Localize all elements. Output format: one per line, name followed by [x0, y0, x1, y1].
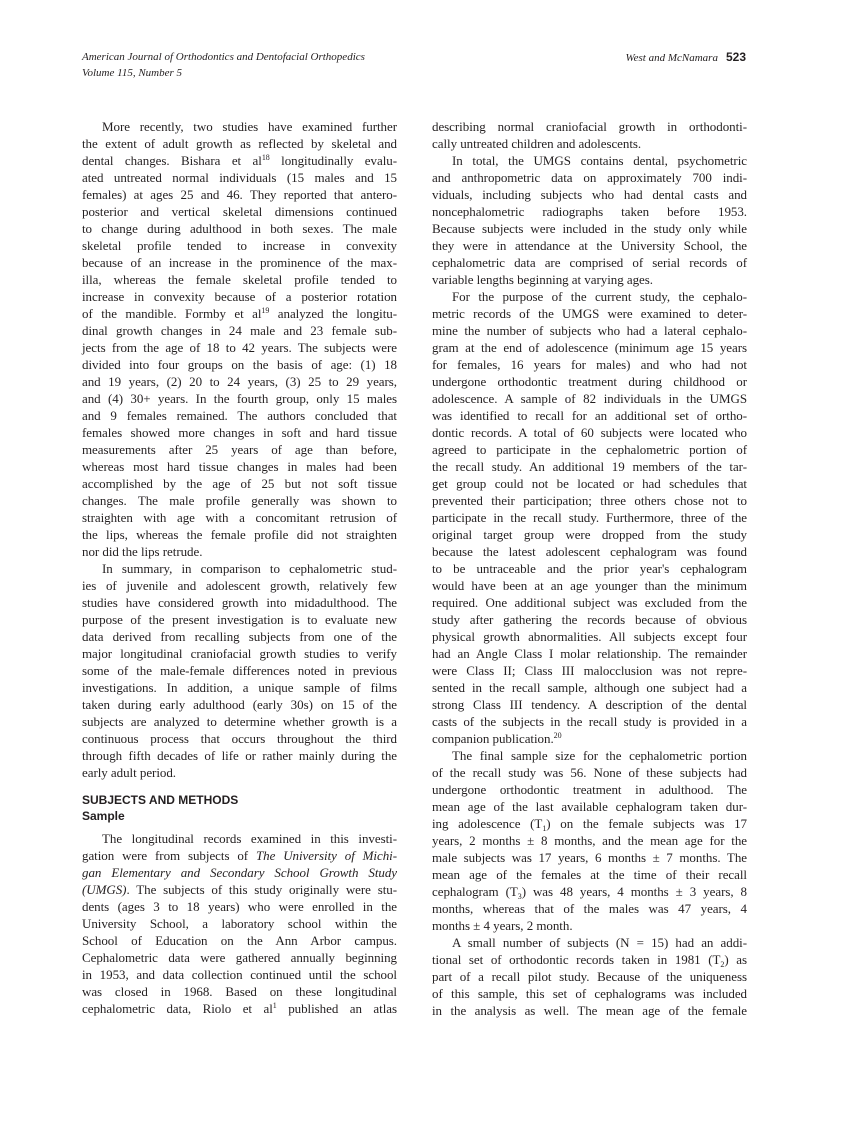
subsection-heading: Sample [82, 809, 125, 823]
text-line: dontic records. A total of 60 subjects were located who [432, 425, 747, 440]
text-line: strong Class III tendency. A description of the dental [432, 697, 747, 712]
text-line: whereas most hard tissue changes in males had been [82, 459, 397, 474]
running-header-right [625, 49, 746, 66]
paragraph [432, 934, 747, 1019]
text-line: male subjects was 17 years, 6 months ± 7 months. The [432, 850, 747, 865]
text-segment: ) on the female subjects was 17 [546, 816, 747, 831]
text-line: noncephalometric radiographs taken before 1953. [432, 204, 747, 219]
text-line: dents (ages 3 to 18 years) who were enrolled in the [82, 899, 397, 914]
text-line: studies have considered growth into midadulthood. The [82, 595, 397, 610]
text-line [82, 864, 397, 881]
text-line: gram at the end of adolescence (minimum age 15 years [432, 340, 747, 355]
left-column-sample [82, 830, 397, 1017]
text-line: the recall study. An additional 19 members of the tar- [432, 459, 747, 474]
text-line: increase in convexity because of a posterior rotation [82, 289, 397, 304]
text-line: dinal growth changes in 24 male and 23 female sub- [82, 323, 397, 338]
text-line: and (4) 30+ years. In the fourth group, only 15 males [82, 391, 397, 406]
text-line: In summary, in comparison to cephalometric stud- [102, 561, 397, 576]
left-column-intro [82, 118, 397, 781]
text-line: and 9 females remained. The authors concluded that [82, 408, 397, 423]
text-line: of this sample, this set of cephalograms was included [432, 986, 747, 1001]
text-line: The longitudinal records examined in this investi- [102, 831, 397, 846]
text-line: cephalometric data are comprised of serial records of [432, 255, 747, 270]
text-line: through fifth decades of life or rather mainly during the [82, 748, 397, 763]
text-line: months ± 4 years, 2 month. [432, 918, 573, 933]
text-line: changes. The male profile generally was shown to [82, 493, 397, 508]
text-line: subjects are analyzed to determine whether growth is a [82, 714, 397, 729]
text-line: jects from the age of 18 to 42 years. The subjects were [82, 340, 397, 355]
text-line: the extent of adult growth as reflected by skeletal and [82, 136, 397, 151]
citation-superscript: 20 [553, 731, 562, 740]
text-line: University School, a laboratory school within the [82, 916, 397, 931]
text-line: agreed to participate in the cephalometric portion of [432, 442, 747, 457]
text-line: School of Education on the Ann Arbor campus. [82, 933, 397, 948]
text-segment: ing adolescence (T [432, 816, 543, 831]
text-line: adolescence. A sample of 82 individuals in the UMGS [432, 391, 747, 406]
text-line: participate in the recall study. Furthermore, three of the [432, 510, 747, 525]
citation-superscript: 1 [272, 1001, 277, 1010]
italic-text: The University of Michi- [255, 848, 397, 863]
paragraph [432, 288, 747, 747]
text-line: continuous process that occurs throughout the third [82, 731, 397, 746]
text-segment: gation were from subjects of [82, 848, 256, 863]
text-line: More recently, two studies have examined further [102, 119, 397, 134]
text-line: in the analysis as well. The mean age of the female [432, 1003, 747, 1018]
text-segment: published an atlas [276, 1001, 398, 1016]
citation-superscript: 18 [261, 153, 270, 162]
text-line: for females, 16 years for males) and who had not [432, 357, 747, 372]
text-line: prevented their participation; three others chose not to [432, 493, 747, 508]
text-line: would have been at an age younger than the minimum [432, 578, 747, 593]
text-line: divided into four groups on the basis of age: (1) 18 [82, 357, 397, 372]
text-segment: of the mandible. Formby et al [82, 306, 262, 321]
text-line: and anthropometric data on approximately 700 indi- [432, 170, 747, 185]
text-line: For the purpose of the current study, the cephalo- [452, 289, 747, 304]
text-segment: analyzed the longitu- [269, 306, 397, 321]
text-line: nor did the lips retrude. [82, 544, 203, 559]
text-line: accomplished by the age of 25 but not soft tissue [82, 476, 397, 491]
text-line: months, whereas that of the males was 47 years, 4 [432, 901, 747, 916]
text-line [82, 1000, 397, 1017]
text-line: In total, the UMGS contains dental, psychometric [452, 153, 747, 168]
text-line [82, 847, 397, 864]
text-line [82, 881, 397, 898]
text-line: early adult period. [82, 765, 176, 780]
journal-title: American Journal of Orthodontics and Dentofacial Orthopedics [82, 51, 365, 63]
text-line: illa, whereas the female skeletal profile tended to [82, 272, 397, 287]
text-line [432, 883, 747, 900]
subscript: 3 [517, 892, 522, 901]
text-line: viduals, including subjects who had dental casts and [432, 187, 747, 202]
text-line [82, 305, 397, 322]
text-segment: cephalogram (T [432, 884, 518, 899]
text-line [432, 730, 747, 747]
text-line: to be untraceable and the prior year's cephalogram [432, 561, 747, 576]
text-line: mean age of the last available cephalogram taken dur- [432, 799, 747, 814]
text-line: mine the number of subjects who had a lateral cephalo- [432, 323, 747, 338]
volume-issue: Volume 115, Number 5 [82, 67, 183, 79]
subscript: 1 [542, 824, 547, 833]
text-line [432, 951, 747, 968]
subscript: 2 [720, 960, 725, 969]
text-line: describing normal craniofacial growth in orthodonti- [432, 119, 747, 134]
text-line: years, 2 months ± 8 months, and the mean age for the [432, 833, 747, 848]
text-line: of the recall study was 56. None of these subjects had [432, 765, 747, 780]
text-line: get group could not be located or had schedules that [432, 476, 747, 491]
text-line: posterior and vertical skeletal dimensions continued [82, 204, 397, 219]
text-line [432, 815, 747, 832]
text-line: purpose of the present investigation is to evaluate new [82, 612, 397, 627]
text-segment: longitudinally evalu- [269, 153, 397, 168]
paragraph [432, 152, 747, 288]
text-line: because of an increase in the prominence of the max- [82, 255, 397, 270]
text-segment: companion publication. [432, 731, 554, 746]
text-line [82, 152, 397, 169]
text-segment: dental changes. Bishara et al [82, 153, 262, 168]
text-line: major longitudinal craniofacial growth studies to verify [82, 646, 397, 661]
text-line: straighten with age with a concomitant retrusion of [82, 510, 397, 525]
text-segment: tional set of orthodontic records taken in 1981 (T [432, 952, 721, 967]
paragraph [82, 118, 397, 560]
text-segment: ) as [724, 952, 747, 967]
text-line: in 1953, and data collection continued until the school [82, 967, 397, 982]
right-column [432, 118, 747, 1019]
text-line: sented in the recall sample, although one subject had a [432, 680, 747, 695]
text-line: part of a recall pilot study. Because of the uniqueness [432, 969, 747, 984]
text-line: measurements after 25 years of age than before, [82, 442, 397, 457]
running-header-left [82, 49, 365, 81]
text-line: ies of juvenile and adolescent growth, relatively few [82, 578, 397, 593]
paragraph [432, 118, 747, 152]
text-line: undergone orthodontic treatment in adulthood. The [432, 782, 747, 797]
text-line: Cephalometric data were gathered annually beginning [82, 950, 397, 965]
text-line: study after gathering the records because of obvious [432, 612, 747, 627]
text-line: metric records of the UMGS were examined to deter- [432, 306, 747, 321]
paragraph [82, 830, 397, 1017]
text-segment: cephalometric data, Riolo et al [82, 1001, 273, 1016]
text-segment: ) was 48 years, 4 months ± 3 years, 8 [521, 884, 747, 899]
section-heading: SUBJECTS AND METHODS [82, 793, 239, 807]
text-line: investigations. In addition, a unique sample of films [82, 680, 397, 695]
citation-superscript: 19 [261, 306, 270, 315]
text-line: required. One additional subject was excluded from the [432, 595, 747, 610]
text-line: had an Angle Class I molar relationship. The remainder [432, 646, 747, 661]
text-line: some of the male-female differences noted in previous [82, 663, 397, 678]
text-line: they were in attendance at the University School, the [432, 238, 747, 253]
text-line: and 19 years, (2) 20 to 24 years, (3) 25 to 29 years, [82, 374, 397, 389]
text-line: original target group were dropped from the study [432, 527, 747, 542]
text-line: variable lengths beginning at varying ages. [432, 272, 653, 287]
page-number: 523 [725, 50, 746, 64]
text-line: skeletal profile tended to increase in convexity [82, 238, 397, 253]
text-line: data derived from recalling subjects from one of the [82, 629, 397, 644]
text-line: The final sample size for the cephalometric portion [452, 748, 747, 763]
text-line: undergone orthodontic treatment during childhood or [432, 374, 747, 389]
text-line: to change during adulthood in both sexes. The male [82, 221, 397, 236]
text-line: was closed in 1968. Based on these longitudinal [82, 984, 397, 999]
paragraph [432, 747, 747, 934]
text-segment: . The subjects of this study originally were stu- [126, 882, 397, 897]
text-line: taken during early adulthood (early 30s) on 15 of the [82, 697, 397, 712]
text-line: A small number of subjects (N = 15) had an addi- [452, 935, 747, 950]
text-line: ated untreated normal individuals (15 males and 15 [82, 170, 397, 185]
text-line: was identified to recall for an additional set of ortho- [432, 408, 747, 423]
text-line: cally untreated children and adolescents. [432, 136, 642, 151]
author-names: West and McNamara [625, 52, 718, 64]
text-line: the lips, whereas the female profile did not straighten [82, 527, 397, 542]
text-line: mean age of the females at the time of their recall [432, 867, 747, 882]
text-line: were Class II; Class III malocclusion was not repre- [432, 663, 747, 678]
text-line: physical growth abnormalities. All subjects except four [432, 629, 747, 644]
italic-text: (UMGS) [82, 882, 127, 897]
text-line: casts of the subjects in the recall study is provided in a [432, 714, 747, 729]
text-line: because the latest adolescent cephalogram was found [432, 544, 747, 559]
italic-text: gan Elementary and Secondary School Growth Study [82, 865, 397, 880]
text-line: females) at ages 25 and 46. They reported that antero- [82, 187, 397, 202]
text-line: Because subjects were included in the study only while [432, 221, 747, 236]
text-line: females showed more changes in soft and hard tissue [82, 425, 397, 440]
paragraph [82, 560, 397, 781]
